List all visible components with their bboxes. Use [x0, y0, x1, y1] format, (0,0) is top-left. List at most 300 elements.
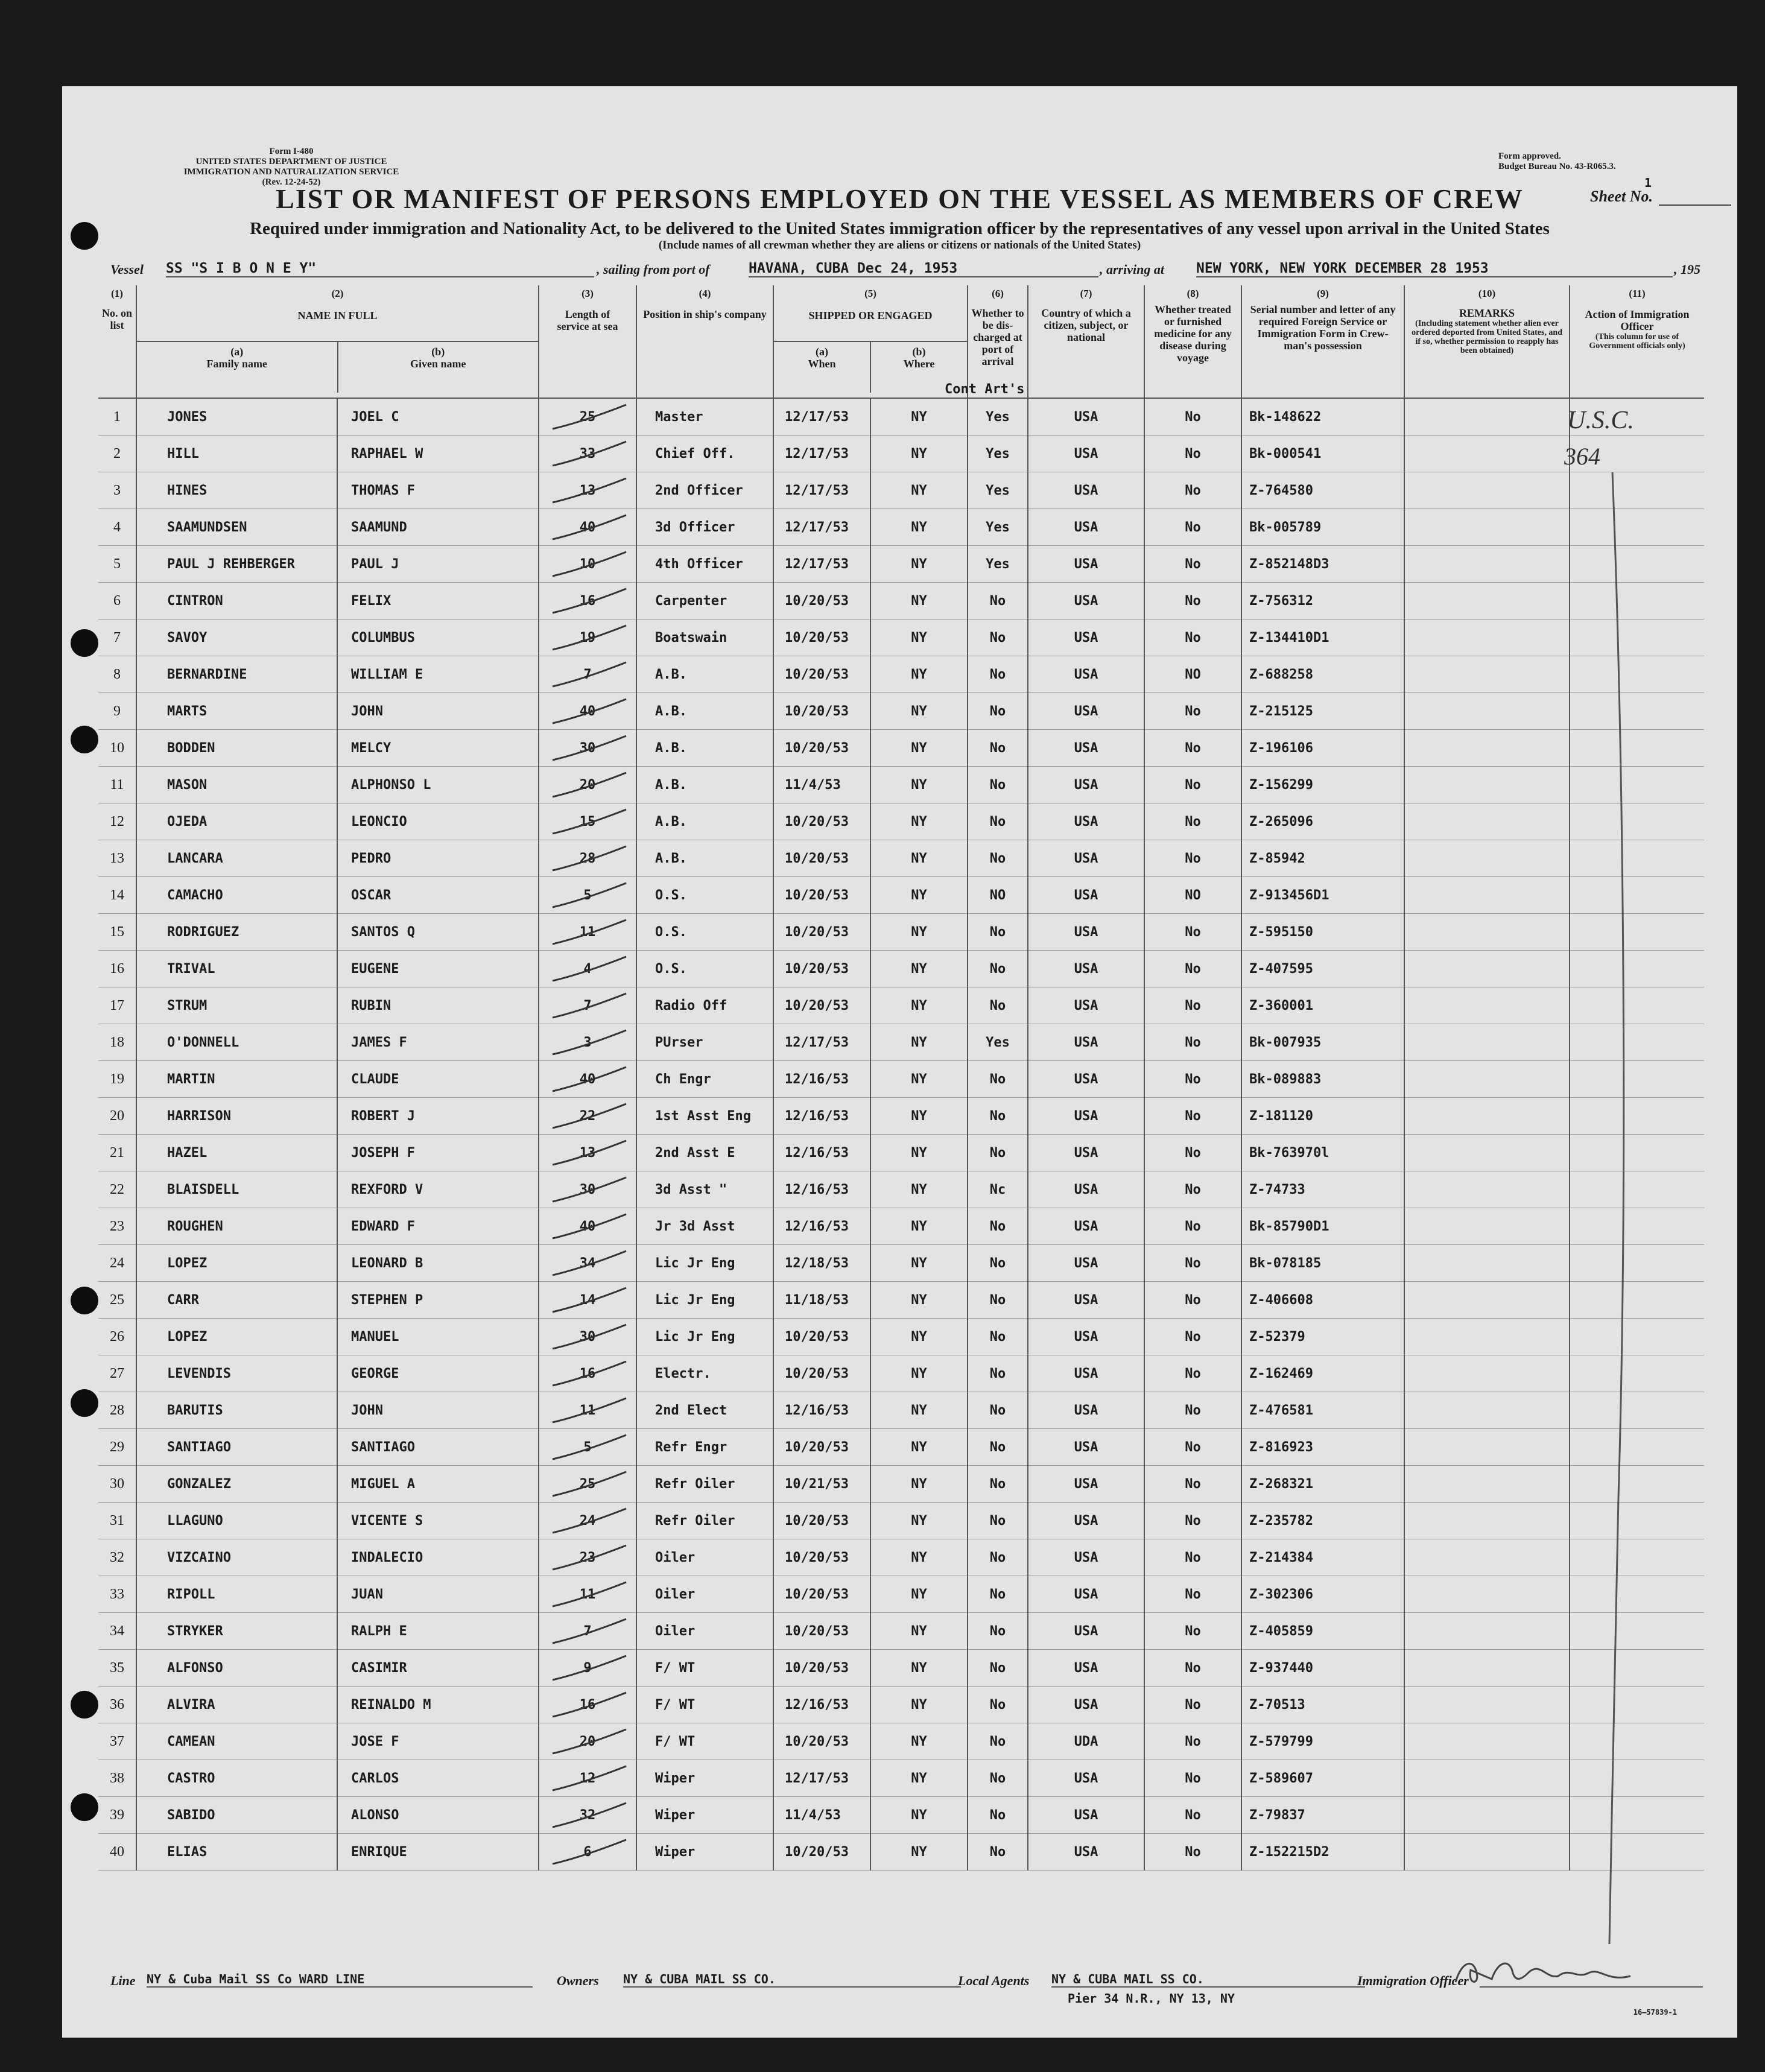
- cell-serial: Bk-005789: [1241, 509, 1404, 546]
- cell-family: LOPEZ: [136, 1319, 337, 1355]
- cell-discharged: No: [968, 987, 1028, 1024]
- cell-when: 10/20/53: [773, 1576, 870, 1613]
- cell-serial: Z-235782: [1241, 1503, 1404, 1539]
- cell-serial: Z-196106: [1241, 730, 1404, 767]
- cell-remarks: [1404, 1687, 1570, 1723]
- cell-discharged: No: [968, 1576, 1028, 1613]
- column-number: (10): [1404, 285, 1570, 302]
- cell-serial: Z-595150: [1241, 914, 1404, 951]
- cell-where: NY: [870, 1687, 968, 1723]
- cell-serial: Bk-148622: [1241, 398, 1404, 436]
- cell-given: PAUL J: [337, 546, 539, 583]
- cell-country: USA: [1028, 1687, 1144, 1723]
- cell-no: 2: [98, 436, 136, 472]
- cell-treated: No: [1144, 1466, 1241, 1503]
- cell-given: COLUMBUS: [337, 619, 539, 656]
- cell-length: 5: [539, 1429, 636, 1466]
- cell-remarks: [1404, 877, 1570, 914]
- cell-given: ENRIQUE: [337, 1834, 539, 1871]
- cell-treated: No: [1144, 1503, 1241, 1539]
- revision: (Rev. 12-24-52): [262, 177, 321, 187]
- cell-country: USA: [1028, 398, 1144, 436]
- cell-remarks: [1404, 1135, 1570, 1171]
- cell-position: A.B.: [636, 656, 773, 693]
- cell-no: 13: [98, 840, 136, 877]
- cell-position: Master: [636, 398, 773, 436]
- check-slash-mark: [550, 1542, 629, 1573]
- cell-family: HINES: [136, 472, 337, 509]
- check-slash-mark: [550, 1027, 629, 1058]
- cell-when: 10/20/53: [773, 1429, 870, 1466]
- check-slash-mark: [550, 953, 629, 984]
- cell-family: GONZALEZ: [136, 1466, 337, 1503]
- column-number: (3): [539, 285, 636, 302]
- cell-remarks: [1404, 472, 1570, 509]
- cell-family: CAMEAN: [136, 1723, 337, 1760]
- arriving-label: , arriving at: [1100, 262, 1164, 277]
- cell-length: 14: [539, 1282, 636, 1319]
- remarks-label: REMARKS: [1459, 307, 1515, 319]
- cell-remarks: [1404, 1613, 1570, 1650]
- cell-where: NY: [870, 1576, 968, 1613]
- cell-remarks: [1404, 767, 1570, 803]
- cell-family: HILL: [136, 436, 337, 472]
- cell-country: USA: [1028, 656, 1144, 693]
- header-when: [774, 342, 871, 393]
- sheet-label: Sheet No.: [1590, 188, 1653, 205]
- cell-position: A.B.: [636, 803, 773, 840]
- cell-country: USA: [1028, 1503, 1144, 1539]
- check-slash-mark: [550, 1836, 629, 1868]
- cell-position: F/ WT: [636, 1650, 773, 1687]
- cell-country: USA: [1028, 1098, 1144, 1135]
- cell-length: 20: [539, 767, 636, 803]
- cell-country: USA: [1028, 987, 1144, 1024]
- cell-when: 12/16/53: [773, 1392, 870, 1429]
- cell-country: USA: [1028, 1208, 1144, 1245]
- cell-country: USA: [1028, 1245, 1144, 1282]
- cell-remarks: [1404, 914, 1570, 951]
- cell-remarks: [1404, 1061, 1570, 1098]
- cell-serial: Z-360001: [1241, 987, 1404, 1024]
- cell-position: Wiper: [636, 1760, 773, 1797]
- cell-family: ALVIRA: [136, 1687, 337, 1723]
- cell-discharged: Nc: [968, 1171, 1028, 1208]
- cell-length: 6: [539, 1834, 636, 1871]
- cell-given: WILLIAM E: [337, 656, 539, 693]
- approval-note: [1498, 151, 1691, 172]
- cell-remarks: [1404, 583, 1570, 619]
- cell-family: MASON: [136, 767, 337, 803]
- cell-family: MARTIN: [136, 1061, 337, 1098]
- cell-when: 12/17/53: [773, 1024, 870, 1061]
- cell-no: 16: [98, 951, 136, 987]
- cell-where: NY: [870, 1760, 968, 1797]
- cell-family: ALFONSO: [136, 1650, 337, 1687]
- cell-where: NY: [870, 398, 968, 436]
- crew-row: [98, 1208, 1704, 1245]
- cell-serial: Z-302306: [1241, 1576, 1404, 1613]
- cell-family: LEVENDIS: [136, 1355, 337, 1392]
- cell-where: NY: [870, 1392, 968, 1429]
- cell-given: CARLOS: [337, 1760, 539, 1797]
- cell-length: 15: [539, 803, 636, 840]
- cell-family: LLAGUNO: [136, 1503, 337, 1539]
- punch-hole: [71, 1793, 98, 1821]
- cell-discharged: No: [968, 767, 1028, 803]
- cell-given: OSCAR: [337, 877, 539, 914]
- cell-serial: Z-156299: [1241, 767, 1404, 803]
- cell-country: USA: [1028, 803, 1144, 840]
- crew-row: [98, 619, 1704, 656]
- cell-no: 14: [98, 877, 136, 914]
- crew-row: [98, 1760, 1704, 1797]
- cell-country: USA: [1028, 840, 1144, 877]
- cell-no: 26: [98, 1319, 136, 1355]
- crew-row: [98, 803, 1704, 840]
- crew-row: [98, 1650, 1704, 1687]
- cell-given: ROBERT J: [337, 1098, 539, 1135]
- cell-no: 20: [98, 1098, 136, 1135]
- cell-where: NY: [870, 1723, 968, 1760]
- cell-country: USA: [1028, 1539, 1144, 1576]
- cell-position: F/ WT: [636, 1687, 773, 1723]
- cell-when: 10/21/53: [773, 1466, 870, 1503]
- cell-treated: No: [1144, 1687, 1241, 1723]
- cell-given: LEONCIO: [337, 803, 539, 840]
- cell-remarks: [1404, 1797, 1570, 1834]
- sheet-number: 1: [1644, 176, 1652, 190]
- check-slash-mark: [550, 1431, 629, 1463]
- cell-when: 10/20/53: [773, 1319, 870, 1355]
- header-name-in-full: [136, 302, 539, 398]
- department: UNITED STATES DEPARTMENT OF JUSTICE: [195, 157, 387, 166]
- cell-when: 12/16/53: [773, 1171, 870, 1208]
- cell-remarks: [1404, 730, 1570, 767]
- cell-length: 19: [539, 619, 636, 656]
- cell-treated: No: [1144, 914, 1241, 951]
- cell-no: 24: [98, 1245, 136, 1282]
- cell-country: USA: [1028, 914, 1144, 951]
- check-slash-mark: [550, 1247, 629, 1279]
- cell-when: 11/4/53: [773, 1797, 870, 1834]
- vessel-label: Vessel: [110, 262, 144, 277]
- cell-serial: Z-579799: [1241, 1723, 1404, 1760]
- cell-serial: Bk-85790D1: [1241, 1208, 1404, 1245]
- cell-when: 10/20/53: [773, 914, 870, 951]
- cell-given: THOMAS F: [337, 472, 539, 509]
- cell-discharged: No: [968, 656, 1028, 693]
- owners-label: Owners: [557, 1973, 599, 1988]
- crew-row: [98, 436, 1704, 472]
- cell-discharged: No: [968, 840, 1028, 877]
- cell-position: Carpenter: [636, 583, 773, 619]
- handwritten-line: [1606, 472, 1643, 1950]
- cell-discharged: No: [968, 1392, 1028, 1429]
- cell-given: FELIX: [337, 583, 539, 619]
- check-slash-mark: [550, 1211, 629, 1242]
- line-label: Line: [110, 1973, 136, 1988]
- cell-family: LOPEZ: [136, 1245, 337, 1282]
- cell-when: 10/20/53: [773, 877, 870, 914]
- header-family-letter: (a): [230, 346, 244, 358]
- cell-position: Wiper: [636, 1834, 773, 1871]
- officer-label: Immigration Officer: [1357, 1973, 1469, 1988]
- punch-hole: [71, 629, 98, 657]
- check-slash-mark: [550, 401, 629, 432]
- column-number-row: [98, 285, 1704, 302]
- crew-row: [98, 1245, 1704, 1282]
- cell-position: Refr Engr: [636, 1429, 773, 1466]
- check-slash-mark: [550, 475, 629, 506]
- cell-treated: No: [1144, 619, 1241, 656]
- cell-no: 8: [98, 656, 136, 693]
- cell-family: LANCARA: [136, 840, 337, 877]
- cell-serial: Z-589607: [1241, 1760, 1404, 1797]
- check-slash-mark: [550, 843, 629, 874]
- cell-remarks: [1404, 1539, 1570, 1576]
- cell-where: NY: [870, 1503, 968, 1539]
- cell-discharged: No: [968, 1245, 1028, 1282]
- cell-treated: No: [1144, 1613, 1241, 1650]
- crew-row: [98, 656, 1704, 693]
- cell-treated: No: [1144, 1723, 1241, 1760]
- check-slash-mark: [550, 1726, 629, 1757]
- cell-when: 12/17/53: [773, 436, 870, 472]
- cell-given: JUAN: [337, 1576, 539, 1613]
- check-slash-mark: [550, 1395, 629, 1426]
- cell-where: NY: [870, 509, 968, 546]
- cell-serial: Z-476581: [1241, 1392, 1404, 1429]
- cell-country: USA: [1028, 1319, 1144, 1355]
- cell-when: 10/20/53: [773, 1503, 870, 1539]
- cell-given: MANUEL: [337, 1319, 539, 1355]
- cell-family: CAMACHO: [136, 877, 337, 914]
- column-number: (9): [1241, 285, 1404, 302]
- cell-discharged: No: [968, 1282, 1028, 1319]
- crew-table: [98, 285, 1704, 1871]
- cell-where: NY: [870, 987, 968, 1024]
- cell-serial: Z-268321: [1241, 1466, 1404, 1503]
- cell-treated: No: [1144, 1539, 1241, 1576]
- cell-position: Ch Engr: [636, 1061, 773, 1098]
- cell-remarks: [1404, 619, 1570, 656]
- cell-treated: No: [1144, 1834, 1241, 1871]
- cell-length: 11: [539, 914, 636, 951]
- cell-position: Oiler: [636, 1613, 773, 1650]
- cell-no: 39: [98, 1797, 136, 1834]
- cell-position: Chief Off.: [636, 436, 773, 472]
- cell-country: USA: [1028, 583, 1144, 619]
- check-slash-mark: [550, 622, 629, 653]
- check-slash-mark: [550, 1505, 629, 1536]
- check-slash-mark: [550, 695, 629, 727]
- column-number: (6): [968, 285, 1028, 302]
- cell-position: O.S.: [636, 951, 773, 987]
- cell-serial: Z-134410D1: [1241, 619, 1404, 656]
- cell-treated: No: [1144, 1392, 1241, 1429]
- cell-where: NY: [870, 693, 968, 730]
- cell-discharged: No: [968, 1797, 1028, 1834]
- cell-family: BLAISDELL: [136, 1171, 337, 1208]
- cell-when: 11/18/53: [773, 1282, 870, 1319]
- cell-treated: No: [1144, 1245, 1241, 1282]
- cell-no: 25: [98, 1282, 136, 1319]
- crew-row: [98, 1723, 1704, 1760]
- cell-serial: Z-74733: [1241, 1171, 1404, 1208]
- crew-row: [98, 1576, 1704, 1613]
- cell-family: MARTS: [136, 693, 337, 730]
- check-slash-mark: [550, 732, 629, 764]
- check-slash-mark: [550, 879, 629, 911]
- cell-discharged: Yes: [968, 472, 1028, 509]
- cell-remarks: [1404, 1355, 1570, 1392]
- owners-value: NY & CUBA MAIL SS CO.: [623, 1972, 961, 1988]
- check-slash-mark: [550, 1100, 629, 1132]
- sailing-label: , sailing from port of: [597, 262, 710, 277]
- crew-row: [98, 1282, 1704, 1319]
- header-where-label: Where: [903, 358, 935, 370]
- cell-no: 28: [98, 1392, 136, 1429]
- cell-when: 10/20/53: [773, 803, 870, 840]
- cell-length: 16: [539, 1355, 636, 1392]
- cell-country: USA: [1028, 1429, 1144, 1466]
- cell-no: 34: [98, 1613, 136, 1650]
- header-given-letter: (b): [431, 346, 445, 358]
- cell-position: 2nd Elect: [636, 1392, 773, 1429]
- cell-remarks: [1404, 1208, 1570, 1245]
- cell-serial: Z-688258: [1241, 656, 1404, 693]
- cell-when: 10/20/53: [773, 1834, 870, 1871]
- cell-given: CASIMIR: [337, 1650, 539, 1687]
- cell-treated: No: [1144, 436, 1241, 472]
- cell-length: 3: [539, 1024, 636, 1061]
- check-slash-mark: [550, 1358, 629, 1389]
- cell-no: 10: [98, 730, 136, 767]
- cell-serial: Z-764580: [1241, 472, 1404, 509]
- cell-remarks: [1404, 1723, 1570, 1760]
- column-number: (11): [1629, 288, 1646, 299]
- cell-length: 32: [539, 1797, 636, 1834]
- cell-discharged: Yes: [968, 509, 1028, 546]
- crew-row: [98, 1797, 1704, 1834]
- cell-position: Lic Jr Eng: [636, 1282, 773, 1319]
- cell-length: 40: [539, 693, 636, 730]
- column-number: (1): [98, 285, 136, 302]
- cell-family: ELIAS: [136, 1834, 337, 1871]
- cell-length: 13: [539, 472, 636, 509]
- cell-given: RALPH E: [337, 1613, 539, 1650]
- punch-hole: [71, 726, 98, 753]
- cell-treated: No: [1144, 803, 1241, 840]
- cell-remarks: [1404, 840, 1570, 877]
- check-slash-mark: [550, 1137, 629, 1168]
- crew-row: [98, 1503, 1704, 1539]
- cell-family: STRUM: [136, 987, 337, 1024]
- check-slash-mark: [550, 769, 629, 800]
- header-country: Country of which a citizen, subject, or national: [1028, 302, 1144, 398]
- cell-no: 40: [98, 1834, 136, 1871]
- column-number: (4): [636, 285, 773, 302]
- crew-row: [98, 546, 1704, 583]
- cell-serial: Z-756312: [1241, 583, 1404, 619]
- cell-position: 3d Asst ": [636, 1171, 773, 1208]
- cell-discharged: NO: [968, 877, 1028, 914]
- form-id: Form I-480: [269, 147, 314, 156]
- cell-family: SAVOY: [136, 619, 337, 656]
- cell-no: 19: [98, 1061, 136, 1098]
- cell-length: 7: [539, 656, 636, 693]
- cell-family: ROUGHEN: [136, 1208, 337, 1245]
- cell-where: NY: [870, 1355, 968, 1392]
- cell-serial: Z-852148D3: [1241, 546, 1404, 583]
- cell-given: MELCY: [337, 730, 539, 767]
- cell-no: 29: [98, 1429, 136, 1466]
- column-number: (8): [1144, 285, 1241, 302]
- cell-family: HARRISON: [136, 1098, 337, 1135]
- cell-position: Lic Jr Eng: [636, 1245, 773, 1282]
- cell-given: REINALDO M: [337, 1687, 539, 1723]
- cell-length: 4: [539, 951, 636, 987]
- cell-position: A.B.: [636, 840, 773, 877]
- cell-serial: Z-265096: [1241, 803, 1404, 840]
- cell-length: 25: [539, 398, 636, 436]
- cell-where: NY: [870, 1319, 968, 1355]
- cell-position: 1st Asst Eng: [636, 1098, 773, 1135]
- crew-row: [98, 1834, 1704, 1871]
- cell-length: 28: [539, 840, 636, 877]
- cell-given: CLAUDE: [337, 1061, 539, 1098]
- cell-length: 16: [539, 583, 636, 619]
- cell-remarks: [1404, 398, 1570, 436]
- header-when-label: When: [808, 358, 836, 370]
- cell-treated: No: [1144, 509, 1241, 546]
- header-discharged: Whether to be dis-charged at port of arrival: [968, 302, 1028, 398]
- header-family: [137, 342, 338, 393]
- cell-no: 3: [98, 472, 136, 509]
- agents-address: Pier 34 N.R., NY 13, NY: [1068, 1991, 1235, 2006]
- form-code: 16—57839-1: [1633, 2008, 1677, 2017]
- cell-position: O.S.: [636, 877, 773, 914]
- cell-no: 9: [98, 693, 136, 730]
- check-slash-mark: [550, 916, 629, 948]
- cell-length: 33: [539, 436, 636, 472]
- cell-when: 10/20/53: [773, 1650, 870, 1687]
- cell-discharged: No: [968, 583, 1028, 619]
- cell-where: NY: [870, 1613, 968, 1650]
- crew-row: [98, 914, 1704, 951]
- header-no-on-list: No. on list: [98, 302, 136, 398]
- cell-remarks: [1404, 1392, 1570, 1429]
- action-label: Action of Immigration Officer: [1585, 308, 1690, 332]
- cell-treated: No: [1144, 1135, 1241, 1171]
- check-slash-mark: [550, 438, 629, 469]
- cell-family: HAZEL: [136, 1135, 337, 1171]
- cell-serial: Bk-078185: [1241, 1245, 1404, 1282]
- cell-length: 12: [539, 1760, 636, 1797]
- cell-remarks: [1404, 803, 1570, 840]
- cell-given: VICENTE S: [337, 1503, 539, 1539]
- cell-family: TRIVAL: [136, 951, 337, 987]
- cell-given: RAPHAEL W: [337, 436, 539, 472]
- cell-serial: Z-406608: [1241, 1282, 1404, 1319]
- cell-position: Lic Jr Eng: [636, 1319, 773, 1355]
- crew-row: [98, 1466, 1704, 1503]
- cell-serial: Z-79837: [1241, 1797, 1404, 1834]
- cell-serial: Z-52379: [1241, 1319, 1404, 1355]
- cell-no: 1: [98, 398, 136, 436]
- cell-where: NY: [870, 1171, 968, 1208]
